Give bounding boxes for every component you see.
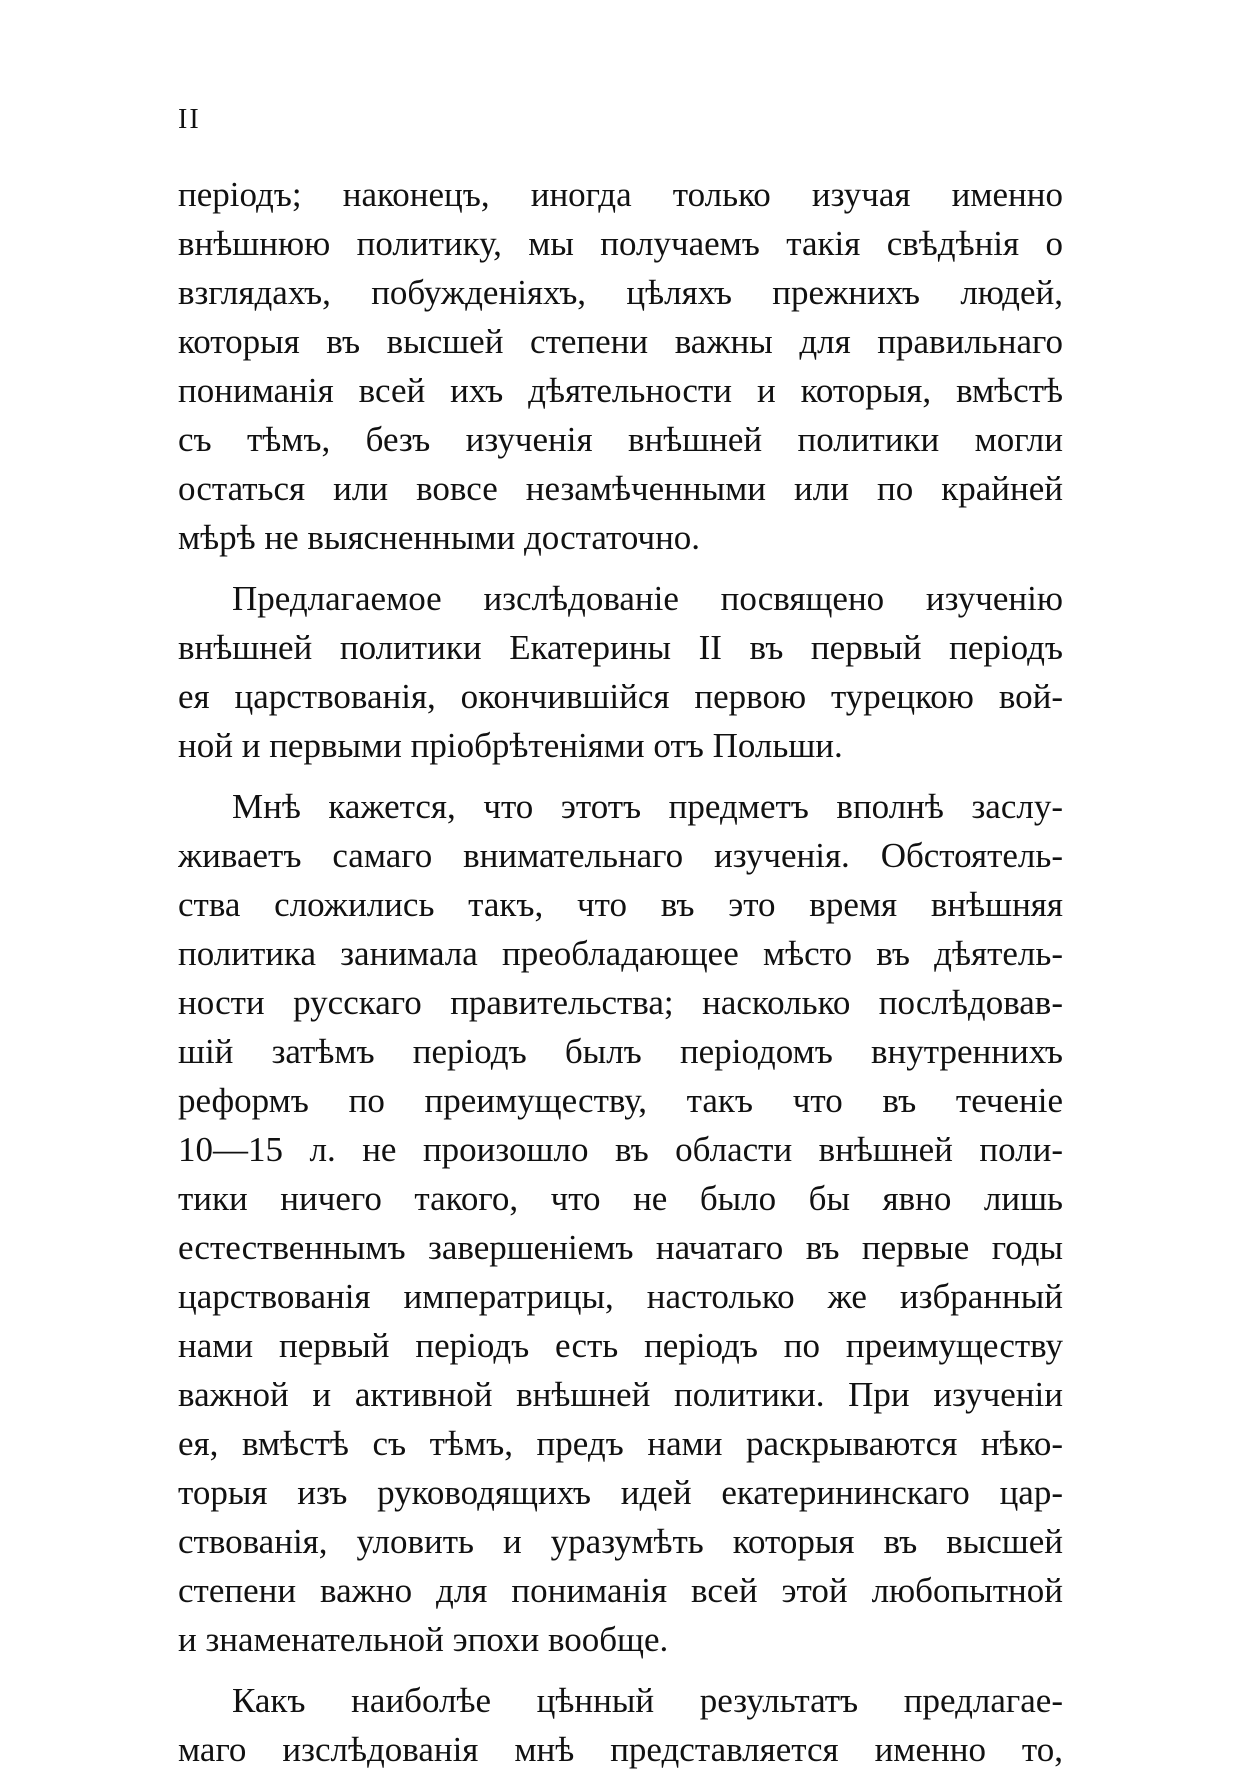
- text-line: взглядахъ, побужденіяхъ, цѣляхъ прежнихъ людей,: [178, 273, 1063, 312]
- text-line: которыя въ высшей степени важны для правильнаго: [178, 322, 1063, 361]
- text-line: тики ничего такого, что не было бы явно лишь: [178, 1179, 1063, 1218]
- text-line: пониманія всей ихъ дѣятельности и которыя, вмѣстѣ: [178, 371, 1063, 410]
- text-line: и знаменательной эпохи вообще.: [178, 1620, 669, 1659]
- page-number: II: [178, 104, 201, 135]
- text-line: ствованія, уловить и уразумѣть которыя въ высшей: [178, 1522, 1063, 1561]
- text-line: съ тѣмъ, безъ изученія внѣшней политики могли: [178, 420, 1063, 459]
- paragraph: [178, 574, 1063, 770]
- body-text: [178, 170, 1063, 1774]
- text-line: ея царствованія, окончившійся первою турецкою вой-: [178, 677, 1063, 716]
- text-line: нами первый періодъ есть періодъ по преимуществу: [178, 1326, 1063, 1365]
- text-line: внѣшнюю политику, мы получаемъ такія свѣдѣнія о: [178, 224, 1063, 263]
- paragraph: [178, 782, 1063, 1664]
- text-line: реформъ по преимуществу, такъ что въ теченіе: [178, 1081, 1063, 1120]
- text-line: ея, вмѣстѣ съ тѣмъ, предъ нами раскрываются нѣко-: [178, 1424, 1063, 1463]
- text-line: ной и первыми пріобрѣтеніями отъ Польши.: [178, 726, 843, 765]
- text-line: 10—15 л. не произошло въ области внѣшней поли-: [178, 1130, 1063, 1169]
- text-line: царствованія императрицы, настолько же избранный: [178, 1277, 1063, 1316]
- text-line: внѣшней политики Екатерины II въ первый періодъ: [178, 628, 1063, 667]
- text-line: естественнымъ завершеніемъ начатаго въ первые годы: [178, 1228, 1063, 1267]
- text-line: мѣрѣ не выясненными достаточно.: [178, 518, 701, 557]
- text-line: политика занимала преобладающее мѣсто въ дѣятель-: [178, 934, 1063, 973]
- text-line: остаться или вовсе незамѣченными или по крайней: [178, 469, 1063, 508]
- text-line: важной и активной внѣшней политики. При изученіи: [178, 1375, 1063, 1414]
- text-line: періодъ; наконецъ, иногда только изучая именно: [178, 175, 1063, 214]
- text-line: шій затѣмъ періодъ былъ періодомъ внутреннихъ: [178, 1032, 1063, 1071]
- text-line: маго изслѣдованія мнѣ представляется именно то,: [178, 1730, 1063, 1769]
- text-line: Какъ наиболѣе цѣнный результатъ предлагае-: [232, 1681, 1063, 1720]
- text-line: степени важно для пониманія всей этой любопытной: [178, 1571, 1063, 1610]
- text-line: ства сложились такъ, что въ это время внѣшняя: [178, 885, 1063, 924]
- text-line: живаетъ самаго внимательнаго изученія. Обстоятель-: [178, 836, 1063, 875]
- text-line: ности русскаго правительства; насколько послѣдовав-: [178, 983, 1063, 1022]
- text-line: Предлагаемое изслѣдованіе посвящено изученію: [232, 579, 1063, 618]
- paragraph: [178, 170, 1063, 562]
- text-line: торыя изъ руководящихъ идей екатерининскаго цар-: [178, 1473, 1063, 1512]
- paragraph: [178, 1676, 1063, 1774]
- text-line: Мнѣ кажется, что этотъ предметъ вполнѣ заслу-: [232, 787, 1063, 826]
